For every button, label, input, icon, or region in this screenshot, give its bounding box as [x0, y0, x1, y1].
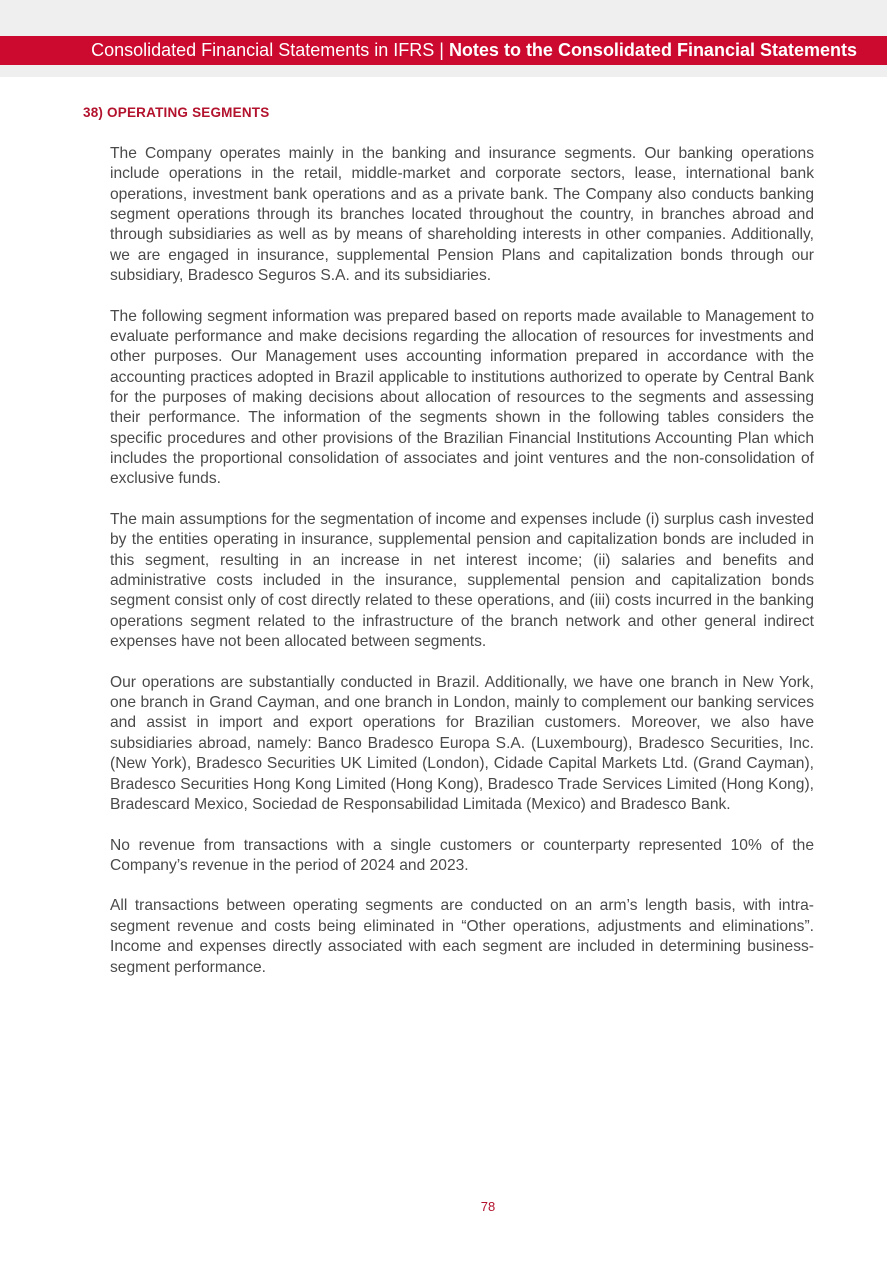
section-heading: 38) OPERATING SEGMENTS — [83, 105, 270, 120]
header-section-title: Notes to the Consolidated Financial Statements — [448, 40, 857, 60]
paragraph-intersegment-transactions: All transactions between operating segments are conducted on an arm’s length basis, with intra-segment revenue and costs being eliminated in “Other operations, adjustments and eliminations”. Income and expenses directly associated with each segment are included in determining business-segment performance. — [110, 897, 814, 976]
header-document-title: Consolidated Financial Statements in IFRS — [91, 40, 435, 60]
paragraph-operations-abroad: Our operations are substantially conducted in Brazil. Additionally, we have one branch in New York, one branch in Grand Cayman, and one branch in London, mainly to complement our banking services and assist in import and export operations for Brazilian customers. Moreover, we also have subsidiaries abroad, namely: Banco Bradesco Europa S.A. (Luxembourg), Bradesco Securities, Inc. (New York), Bradesco Securities UK Limited (London), Cidade Capital Markets Ltd. (Grand Cayman), Bradesco Securities Hong Kong Limited (Hong Kong), Bradesco Trade Services Limited (Hong Kong), Bradescard Mexico, Sociedad de Responsabilidad Limitada (Mexico) and Bradesco Bank. — [110, 673, 814, 813]
header-separator: | — [439, 40, 444, 60]
paragraph-segments-overview: The Company operates mainly in the banking and insurance segments. Our banking operations include operations in the retail, middle-market and corporate sectors, lease, international bank operations, investment bank operations and as a private bank. The Company also conducts banking segment operations through its branches located throughout the country, in branches abroad and through subsidiaries as well as by means of shareholding interests in other companies. Additionally, we are engaged in insurance, supplemental Pension Plans and capitalization bonds through our subsidiary, Bradesco Seguros S.A. and its subsidiaries. — [110, 145, 814, 285]
document-header-bar — [0, 36, 887, 65]
body-text — [110, 144, 814, 998]
paragraph-segment-information: The following segment information was prepared based on reports made available to Management to evaluate performance and make decisions regarding the allocation of resources for investments and other purposes. Our Management uses accounting information prepared in accordance with the accounting practices adopted in Brazil applicable to institutions authorized to operate by Central Bank for the purposes of making decisions about allocation of resources to the segments and assessing their performance. The information of the segments shown in the following tables considers the specific procedures and other provisions of the Brazilian Financial Institutions Accounting Plan which includes the proportional consolidation of associates and joint ventures and the non-consolidation of exclusive funds. — [110, 307, 814, 488]
paragraph-main-assumptions: The main assumptions for the segmentation of income and expenses include (i) surplus cash invested by the entities operating in insurance, supplemental pension and capitalization bonds are included in this segment, resulting in an increase in net interest income; (ii) salaries and benefits and administrative costs included in the insurance, supplemental pension and capitalization bonds segment consist only of cost directly related to these operations, and (iii) costs incurred in the banking operations segment related to the infrastructure of the branch network and other general indirect expenses have not been allocated between segments. — [110, 511, 814, 651]
paragraph-revenue-concentration: No revenue from transactions with a single customers or counterparty represented 10% of the Company’s revenue in the period of 2024 and 2023. — [110, 836, 814, 874]
page-number: 78 — [480, 1199, 496, 1214]
